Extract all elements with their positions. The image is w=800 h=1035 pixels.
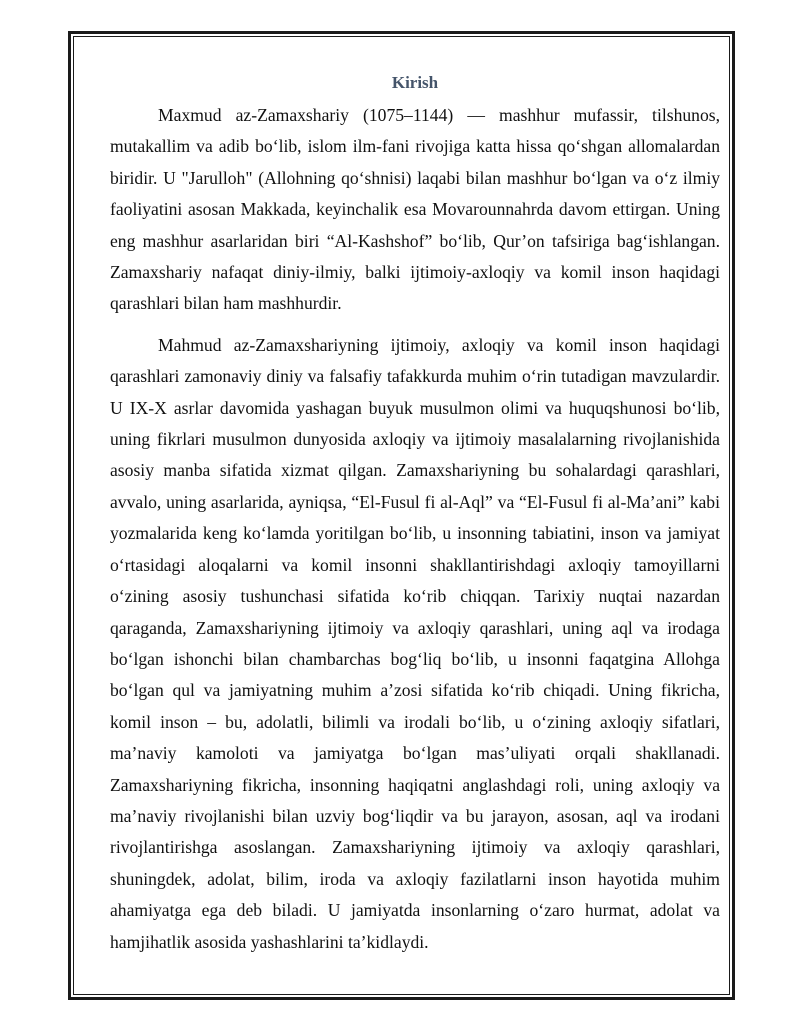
paragraph-2: Mahmud az-Zamaxshariyning ijtimoiy, axloqiy va komil inson haqidagi qarashlari zamonaviy diniy va falsafiy tafakkurda muhim o‘rin tutadigan mavzulardir. U IX-X asrlar davomida yashagan buyuk musulmon olimi va huquqshunosi bo‘lib, uning fikrlari musulmon dunyosida axloqiy va ijtimoiy masalalarning rivojlanishida asosiy manba sifatida xizmat qilgan. Zamaxshariyning bu sohalardagi qarashlari, avvalo, uning asarlarida, ayniqsa, “El-Fusul fi al-Aql” va “El-Fusul fi al-Ma’ani” kabi yozmalarida keng ko‘lamda yoritilgan bo‘lib, u insonning tabiatini, inson va jamiyat o‘rtasidagi aloqalarni va komil insonni shakllantirishdagi axloqiy tamoyillarni o‘zining asosiy tushunchasi sifatida ko‘rib chiqqan. Tarixiy nuqtai nazardan qaraganda, Zamaxshariyning ijtimoiy va axloqiy qarashlari, uning aql va irodaga bo‘lgan ishonchi bilan chambarchas bog‘liq bo‘lib, u insonni faqatgina Allohga bo‘lgan qul va jamiyatning muhim a’zosi sifatida ko‘rib chiqadi. Uning fikricha, komil inson – bu, adolatli, bilimli va irodali bo‘lib, u o‘zining axloqiy sifatlari, ma’naviy kamoloti va jamiyatga bo‘lgan mas’uliyati orqali shakllanadi. Zamaxshariyning fikricha, insonning haqiqatni anglashdagi roli, uning axloqiy va ma’naviy rivojlanishi bilan uzviy bog‘liqdir va bu jarayon, asosan, aql va irodani rivojlantirishga asoslangan. Zamaxshariyning ijtimoiy va axloqiy qarashlari, shuningdek, adolat, bilim, iroda va axloqiy fazilatlarni inson hayotida muhim ahamiyatga ega deb biladi. U jamiyatda insonlarning o‘zaro hurmat, adolat va hamjihatlik asosida yashashlarini ta’kidlaydi. [110,334,720,952]
paragraph-1: Maxmud az-Zamaxshariy (1075–1144) — mashhur mufassir, tilshunos, mutakallim va adib bo‘lib, islom ilm-fani rivojiga katta hissa qo‘shgan allomalardan biridir. U "Jarulloh" (Allohning qo‘shnisi) laqabi bilan mashhur bo‘lgan va o‘z ilmiy faoliyatini asosan Makkada, keyinchalik esa Movarounnahrda davom ettirgan. Uning eng mashhur asarlaridan biri “Al-Kashshof” bo‘lib, Qur’on tafsiriga bag‘ishlangan. Zamaxshariy nafaqat diniy-ilmiy, balki ijtimoiy-axloqiy va komil inson haqidagi qarashlari bilan ham mashhurdir. [110,105,720,314]
document-body [110,70,720,958]
section-title: Kirish [391,73,439,92]
